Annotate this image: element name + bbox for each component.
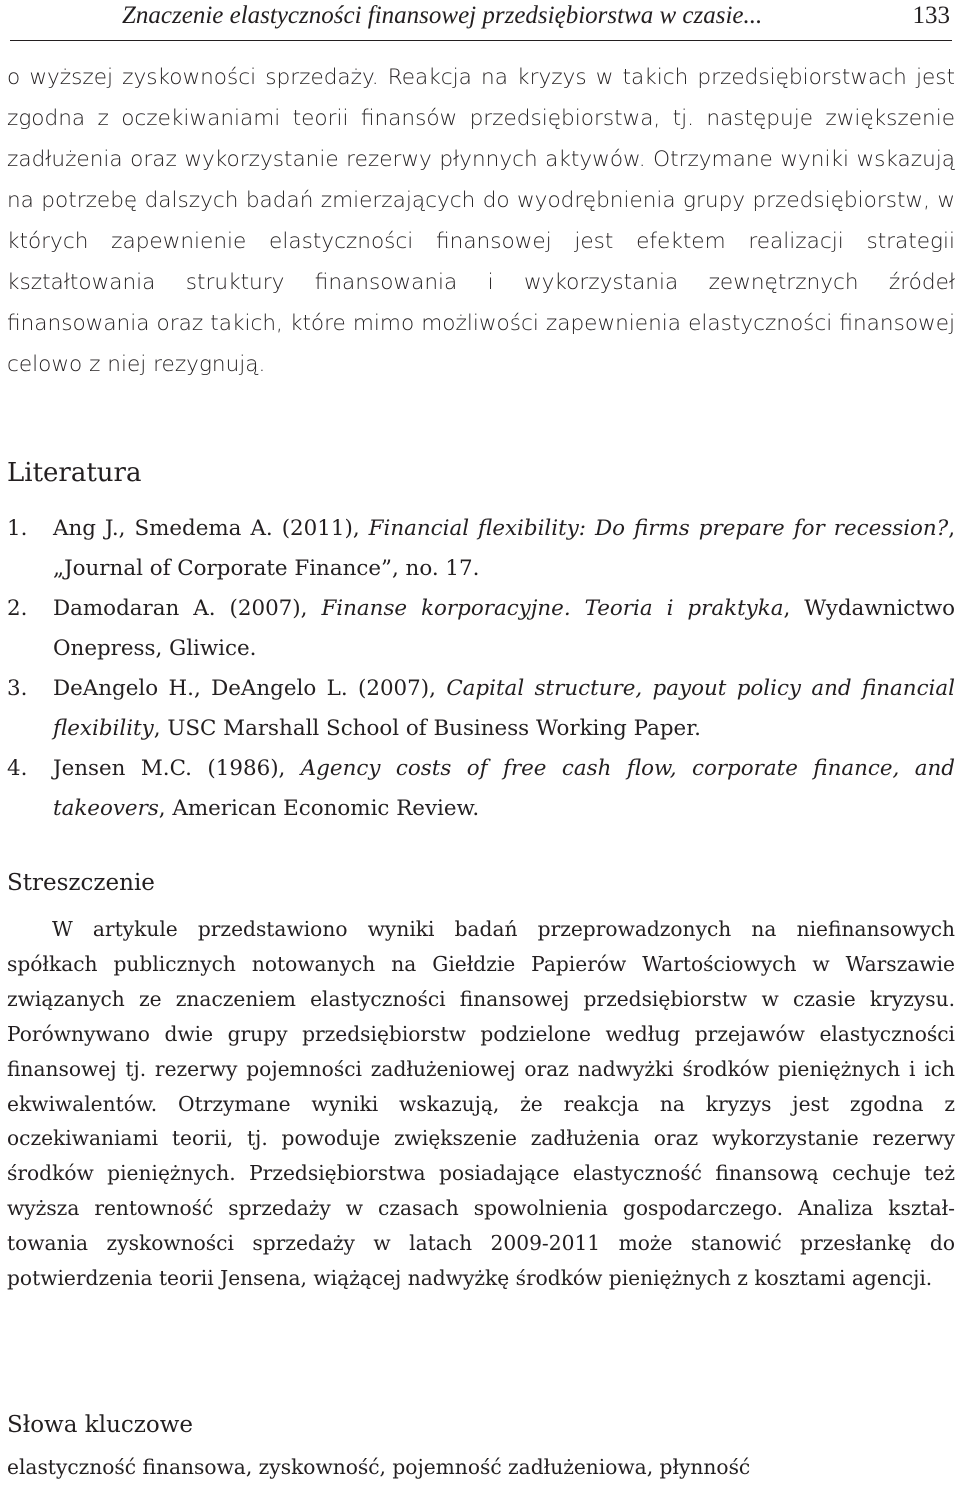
running-header	[10, 0, 952, 41]
literatura-heading: Literatura	[7, 458, 142, 488]
page-number: 133	[912, 2, 950, 29]
reference-source: , „Journal of Corporate Finance”, no. 17.	[53, 516, 955, 581]
reference-title: Capital structure, payout policy and financial flexibility	[53, 676, 955, 741]
reference-authors: DeAngelo H., DeAngelo L. (2007),	[53, 676, 447, 701]
reference-item	[7, 669, 955, 749]
reference-authors: Ang J., Smedema A. (2011),	[53, 516, 369, 541]
reference-source: , Wydawnictwo Onepress, Gliwice.	[53, 596, 956, 661]
reference-item	[7, 749, 955, 829]
reference-number: 3.	[7, 676, 28, 701]
reference-list	[7, 509, 955, 829]
running-title: Znaczenie elastyczności finansowej przedsiębiorstwa w czasie...	[122, 2, 763, 29]
reference-number: 1.	[7, 516, 28, 541]
reference-item	[7, 509, 955, 589]
reference-title: Financial flexibility: Do firms prepare for recession?	[368, 516, 949, 541]
reference-item	[7, 589, 955, 669]
reference-title: Agency costs of free cash flow, corporate finance, and takeovers	[53, 756, 955, 821]
abstract-text: W artykule przedstawiono wyniki badań przeprowadzonych na niefinansowych spółkach publicznych notowanych na Giełdzie Papierów Wartościowych w Warszawie związanych ze znaczeniem elastyczności finansowej przedsiębiorstw w czasie kryzysu. Porównywano dwie grupy przedsiębiorstw podzielone według przejawów elastyczności finansowej tj. rezerwy pojemności zadłużeniowej oraz nadwyżki środków pieniężnych i ich ekwiwalentów. Otrzymane wyniki wskazują, że reakcja na kryzys jest zgodna z oczekiwaniami teorii, tj. powoduje zwiększenie zadłużenia oraz wykorzystanie rezerwy środków pieniężnych. Przedsiębiorstwa posiadające elastyczność finansową cechuje też wyższa rentowność sprzedaży w czasach spowolnienia gospodarczego. Analiza kształtowania zyskowności sprzedaży w latach 2009-2011 może stanowić przesłankę do potwierdzenia teorii Jensena, wiążącej nadwyżkę środków pieniężnych z kosztami agencji.	[7, 917, 955, 1291]
reference-title: Finanse korporacyjne. Teoria i praktyka	[321, 596, 784, 621]
reference-number: 4.	[7, 756, 28, 781]
keywords-heading: Słowa kluczowe	[7, 1412, 194, 1438]
reference-source: , USC Marshall School of Business Working Paper.	[153, 716, 701, 741]
reference-authors: Damodaran A. (2007),	[53, 596, 322, 621]
reference-authors: Jensen M.C. (1986),	[53, 756, 301, 781]
reference-number: 2.	[7, 596, 28, 621]
body-paragraph: o wyższej zyskowności sprzedaży. Reakcja na kryzys w takich przedsiębiorstwach jest zgodna z oczekiwaniami teorii finansów przedsiębiorstwa, tj. następuje zwiększenie zadłużenia oraz wykorzystanie rezerwy płynnych aktywów. Otrzymane wyniki wskazują na potrzebę dalszych badań zmierzających do wyodrębnienia grupy przedsiębiorstw, w których zapewnienie elastyczności finansowej jest efektem realizacji strategii kształtowania struktury finansowania i wykorzystania zewnętrznych źródeł finansowania oraz takich, które mimo możliwości zapewnienia elastyczności finansowej celowo z niej rezygnują.	[7, 65, 955, 377]
reference-source: , American Economic Review.	[158, 796, 480, 821]
keywords-text: elastyczność finansowa, zyskowność, pojemność zadłużeniowa, płynność	[7, 1455, 751, 1479]
streszczenie-heading: Streszczenie	[7, 870, 155, 896]
